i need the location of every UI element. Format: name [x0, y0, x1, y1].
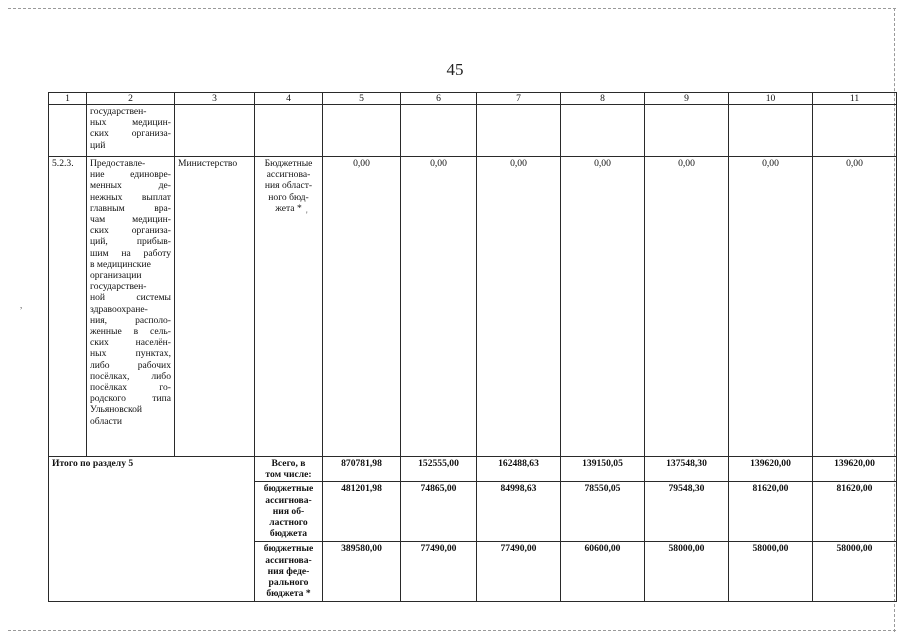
- stray-mark: ,: [20, 300, 23, 310]
- amount-cell: 0,00: [813, 157, 897, 457]
- amount-cell: 0,00: [645, 157, 729, 457]
- carry-over-row: [49, 105, 897, 157]
- carry-over-name: государствен- ных медицин- ских организа- ций: [87, 105, 175, 157]
- amount-cell: 139620,00: [813, 457, 897, 482]
- budget-table: [48, 92, 897, 602]
- amount-cell: 77490,00: [477, 542, 561, 602]
- amount-cell: 0,00: [477, 157, 561, 457]
- amount-cell: 137548,30: [645, 457, 729, 482]
- amount-cell: 139150,05: [561, 457, 645, 482]
- column-number: 5: [323, 93, 401, 105]
- funding-source: Всего, в том числе:: [255, 457, 323, 482]
- amount-cell: 81620,00: [729, 482, 813, 542]
- amount-cell: 0,00: [323, 157, 401, 457]
- amount-cell: 0,00: [401, 157, 477, 457]
- column-number: 6: [401, 93, 477, 105]
- amount-cell: 152555,00: [401, 457, 477, 482]
- column-number: 8: [561, 93, 645, 105]
- column-number: 3: [175, 93, 255, 105]
- amount-cell: 74865,00: [401, 482, 477, 542]
- column-number-row: [49, 93, 897, 105]
- funding-source: бюджетные ассигнова- ния об- ластного бюджета: [255, 482, 323, 542]
- page-number: 45: [446, 60, 464, 79]
- section-total-row: [49, 457, 897, 482]
- amount-cell: 481201,98: [323, 482, 401, 542]
- amount-cell: 58000,00: [645, 542, 729, 602]
- measure-code: 5.2.3.: [49, 157, 87, 457]
- column-number: 7: [477, 93, 561, 105]
- executor: Министерство: [175, 157, 255, 457]
- amount-cell: 389580,00: [323, 542, 401, 602]
- column-number: 2: [87, 93, 175, 105]
- amount-cell: 162488,63: [477, 457, 561, 482]
- column-number: 4: [255, 93, 323, 105]
- amount-cell: 78550,05: [561, 482, 645, 542]
- section-total-label: Итого по разделу 5: [49, 457, 255, 602]
- column-number: 9: [645, 93, 729, 105]
- amount-cell: 870781,98: [323, 457, 401, 482]
- column-number: 11: [813, 93, 897, 105]
- measure-row-5-2-3: [49, 157, 897, 457]
- amount-cell: 0,00: [561, 157, 645, 457]
- amount-cell: 60600,00: [561, 542, 645, 602]
- amount-cell: 0,00: [729, 157, 813, 457]
- column-number: 10: [729, 93, 813, 105]
- amount-cell: 58000,00: [729, 542, 813, 602]
- funding-source: бюджетные ассигнова- ния феде- рального бюджета *: [255, 542, 323, 602]
- amount-cell: 81620,00: [813, 482, 897, 542]
- amount-cell: 84998,63: [477, 482, 561, 542]
- amount-cell: 58000,00: [813, 542, 897, 602]
- funding-source: Бюджетные ассигнова- ния област- ного бюд- жета *: [255, 157, 323, 457]
- amount-cell: 79548,30: [645, 482, 729, 542]
- column-number: 1: [49, 93, 87, 105]
- scan-bottom-border: [8, 630, 896, 631]
- measure-name: Предоставле- ние единовре- менных де- нежных выплат главным вра- чам медицин- ских организа- ций, прибыв- шим на работу в медицинские организации государствен- ной системы здравоохране- ния, располо- женные в сель- ских населён- ных пунктах, либо рабочих посёлках, либо посёлках го- родского типа Ульяновской области: [87, 157, 175, 457]
- amount-cell: 77490,00: [401, 542, 477, 602]
- stray-mark: ': [306, 210, 308, 220]
- scan-top-border: [8, 8, 896, 9]
- amount-cell: 139620,00: [729, 457, 813, 482]
